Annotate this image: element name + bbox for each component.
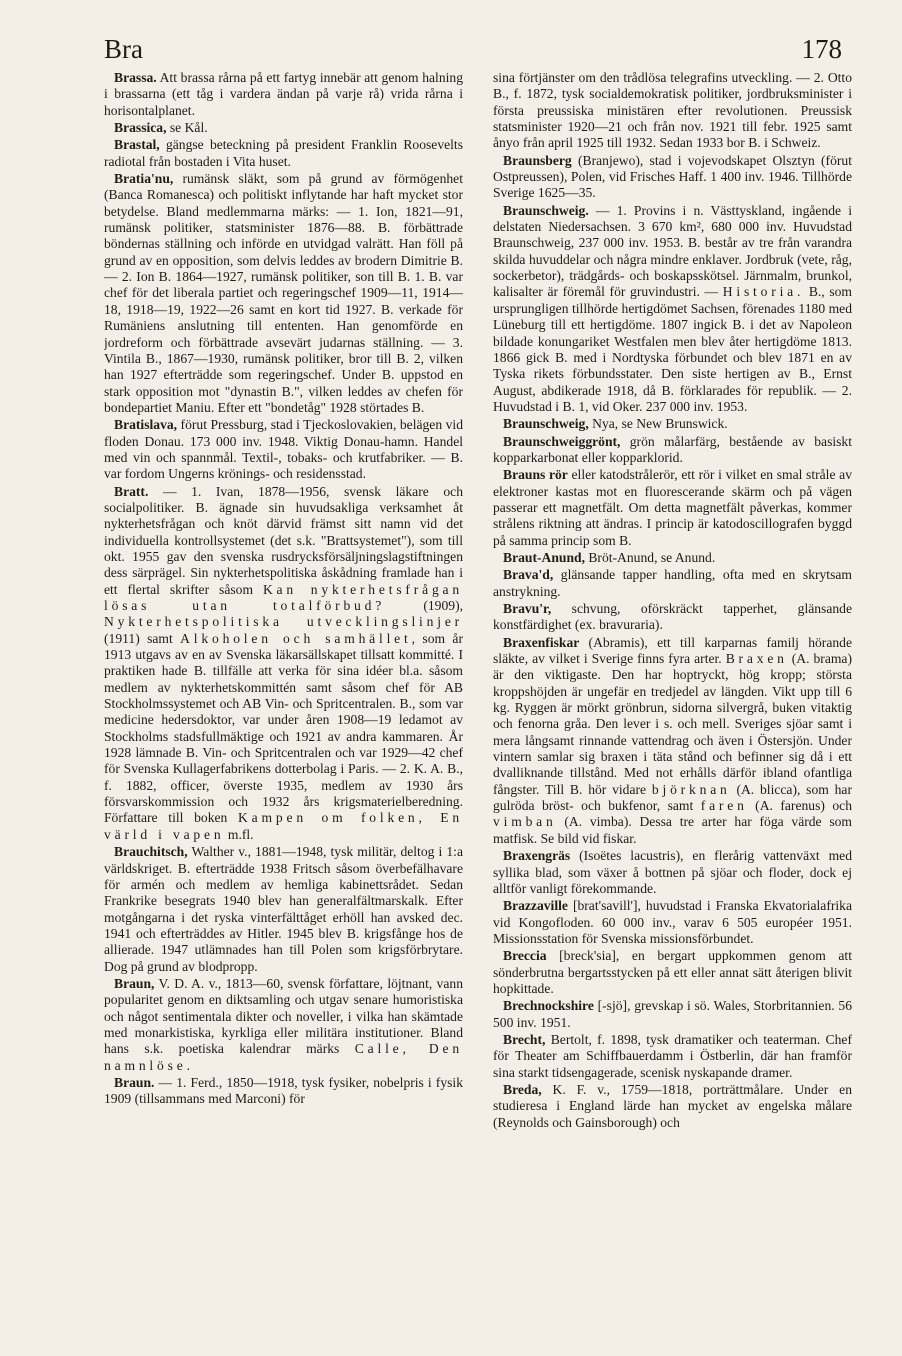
spaced-title: vimban — [493, 814, 557, 830]
entry-text: B., som ursprungligen tillhörde hertigdömet Sachsen, förenades 1180 med Lüneburg till ett hertigdöme. 1807 ingick B. i det av Napoleon bildade konungariket Westfalen men blev åter hertigdöme 1813. 1866 gick B. med i Nordtyska förbundet och blev 1871 en av Tyska rikets förbundsstater. Den siste hertigen av B., Ernst August, abdikerade 1918, då B. förklarades för republik. — 2. Huvudstad i B. 1, vid Oker. 237 000 inv. 1953. — [493, 284, 852, 414]
entry-headword: Braunsberg — [503, 152, 572, 168]
entry-text: , som år 1913 utgavs av en av Svenska läkarsällskapet tillsatt kommitté. I praktiken hade B. tillfälle att verka för sina idéer bl.a. såsom medlem av nykterhetskommittén samt såsom chef för AB Stockholmssystemet och AB Vin- och Spritcentralen. B., som var medicine hedersdoktor, var under åren 1908—19 ledamot av Stockholms stadsfullmäktige och 1921 av andra kammaren. År 1928 lämnade B. Vin- och Spritcentralen och var 1929—42 chef för Svenska Kullagerfabrikens dotterbolag i Paris. — 2. K. A. B., f. 1882, officer, överste 1935, medlem av 1930 års försvarskommission och 1932 års krigsmaterielberedning. Författare till boken — [104, 630, 463, 826]
spaced-title: björknan — [651, 781, 731, 797]
entry-headword: Braut-Anund, — [503, 549, 585, 565]
dictionary-entry — [493, 416, 852, 432]
entry-text: V. D. A. v., 1813—60, svensk författare, löjtnant, vann popularitet genom en diktsamling och utgav senare humoristiska och något sentimentala dikter och noveller, i vilka han skämtade med monarkistiska, kyrkliga eller militära institutioner. Bland hans s.k. poetiska kalendrar märks — [104, 975, 463, 1057]
entry-text: . — [186, 1057, 190, 1073]
entry-text: (1911) samt — [104, 630, 181, 646]
dictionary-entry — [104, 70, 463, 119]
entry-text: rumänsk släkt, som på grund av förmögenhet (Banca Romanesca) och politiskt inflytande har haft mycket stor betydelse. Bland medlemmarna märks: — 1. Ion, 1821—91, rumänsk politiker, statsminister 1876—88. B. förbättrade böndernas ställning och införde en utvidgad valrätt. Han föll på grund av en opposition, som delvis leddes av brodern Dimitrie B. — 2. Ion B. 1864—1927, rumänsk politiker, son till B. 1. B. var chef för det liberala partiet och regeringschef 1909—11, 1914—18, 1918—19, 1922—26 samt en kort tid 1927. B. verkade för Rumäniens anslutning till ententen. Han genomförde en jordreform och förbättrade avsevärt judarnas ställning. — 3. Vintila B., 1867—1930, rumänsk politiker, bror till B. 2, vilken han 1927 efterträdde som regeringschef. Under B. uppstod en stark opposition mot "dynastin B.", vilken leddes av chefen för bondepartiet Maniu. Efter ett "bondetåg" 1928 störtades B. — [104, 171, 463, 415]
dictionary-entry — [493, 898, 852, 947]
entry-text: — 1. Ivan, 1878—1956, svensk läkare och socialpolitiker. B. ägnade sin huvudsakliga verksamhet åt nykterhetsfrågan och knöt därvid främst sitt namn vid det individuella kontrollsystemet (det s.k. "Brattsystemet"), som till okt. 1955 gav den svenska rusdrycksförsäljningslagstiftningen dess särprägel. Sin nykterhetspolitiska åskådning framlade han i ett flertal skrifter såsom — [104, 483, 463, 597]
entry-text: eller katodstrålerör, ett rör i vilket en smal stråle av elektroner kastas mot en fluorescerande skärm och på vägen passerar ett magnetfält. Om detta magnetfält påverkas, kommer strålens riktning att ändras. I princip är katodoscillografen byggd på samma princip som B. — [493, 467, 852, 548]
left-column — [104, 70, 463, 1310]
dictionary-entry — [104, 171, 463, 416]
spaced-title: Historia. — [722, 284, 805, 300]
dictionary-entry — [493, 550, 852, 566]
entry-headword: Breccia — [503, 948, 547, 964]
entry-headword: Bratt. — [114, 483, 149, 499]
entry-text: grön målarfärg, bestående av basiskt kopparkarbonat eller kopparklorid. — [493, 433, 852, 465]
spaced-title: Nykterhetspolitiska utvecklingslinjer — [104, 614, 463, 630]
entry-text: (A. farenus) och — [747, 798, 852, 814]
entry-text: [-sjö], grevskap i sö. Wales, Storbritannien. 56 500 inv. 1951. — [493, 998, 852, 1030]
entry-text: (1909), — [385, 598, 463, 613]
entry-headword: Braxengräs — [503, 848, 571, 864]
entry-text: förut Pressburg, stad i Tjeckoslovakien, belägen vid floden Donau. 173 000 inv. 1948. Viktig Donau-hamn. Handel med vin och spannmål. Textil-, tobaks- och krutfabriker. — B. var fordom Ungerns krönings- och residensstad. — [104, 417, 463, 482]
head-word: Bra — [104, 34, 143, 64]
dictionary-entry — [493, 70, 852, 152]
dictionary-entry — [493, 948, 852, 997]
dictionary-entry — [493, 467, 852, 549]
spaced-title: Calle, Den namnlöse — [104, 1041, 463, 1073]
entry-text: — 1. Ferd., 1850—1918, tysk fysiker, nobelpris i fysik 1909 (tillsammans med Marconi) för — [104, 1074, 463, 1107]
spaced-title: Kampen om folken, En värld i vapen — [104, 810, 463, 842]
entry-text: Nya, se New Brunswick. — [588, 416, 728, 432]
entry-text: (Isoëtes lacustris), en flerårig vattenväxt med syllika blad, som växer å bottnen på sjöar och floder, dock ej alltför vanligt förekommande. — [493, 848, 852, 896]
entry-headword: Braxenfiskar — [503, 634, 580, 650]
dictionary-entry — [493, 203, 852, 415]
entry-headword: Braun, — [114, 975, 155, 991]
entry-text: sina förtjänster om den trådlösa telegrafins utveckling. — 2. Otto B., f. 1872, tysk socialdemokratisk politiker, jordbruksminister i första preussiska ministären efter revolutionen. Preussisk statsminister 1920—21 och från nov. 1921 till febr. 1925 samt ånyo från april 1925 till 1932. Sedan 1933 bor B. i Schweiz. — [493, 70, 852, 151]
dictionary-entry — [493, 848, 852, 897]
dictionary-entry — [104, 1075, 463, 1108]
dictionary-entry — [104, 844, 463, 975]
entry-headword: Bravu'r, — [503, 601, 552, 616]
entry-text: (Abramis), ett till karparnas familj hörande släkte, av vilket i Sverige finns fyra arter. — [493, 634, 852, 667]
entry-headword: Breda, — [503, 1081, 542, 1097]
entry-text: (Branjewo), stad i vojevodskapet Olsztyn (förut Ostpreussen), Polen, vid Frisches Haff. 1 400 inv. 1946. Tillhörde Sverige 1625—35. — [493, 152, 852, 201]
dictionary-entry — [493, 998, 852, 1031]
entry-headword: Brassica, — [114, 120, 167, 136]
dictionary-entry — [104, 417, 463, 482]
entry-headword: Brassa. — [114, 70, 157, 85]
entry-headword: Braunschweiggrönt, — [503, 433, 621, 449]
entry-text: Bertolt, f. 1898, tysk dramatiker och teaterman. Chef för Theater am Schiffbauerdamm i Östberlin, där han framför sina starkt tidsengagerade, scenisk nyskapande dramer. — [493, 1031, 852, 1080]
right-column — [493, 70, 852, 1310]
spaced-title: Alkoholen och samhället — [180, 630, 412, 646]
page-number: 178 — [801, 34, 842, 64]
dictionary-entry — [493, 601, 852, 634]
entry-text: — 1. Provins i n. Västtyskland, ingående i delstaten Niedersachsen. 3 670 km², 680 000 inv. Huvudstad Braunschweig, 237 000 inv. 1953. B. består av tre från varandra skilda huvuddelar och några mindre enklaver. Jordbruk (vete, råg, sockerbetor), trädgårds- och boskapsskötsel. Järnmalm, brunkol, kalisalter är föremål för gruvindustri. — — [493, 202, 852, 300]
dictionary-entry — [493, 1032, 852, 1081]
entry-text: Bröt-Anund, se Anund. — [584, 549, 716, 565]
entry-headword: Brazzaville — [503, 898, 568, 914]
entry-headword: Braunschweig. — [503, 202, 589, 218]
dictionary-entry — [104, 976, 463, 1074]
spaced-title: Braxen — [725, 651, 788, 667]
entry-headword: Brava'd, — [503, 567, 554, 583]
entry-headword: Brastal, — [114, 137, 160, 153]
entry-headword: Braun. — [114, 1074, 155, 1090]
entry-text: glänsande tapper handling, ofta med en skrytsam anstrykning. — [493, 567, 852, 599]
entry-headword: Braunschweig, — [503, 416, 589, 432]
dictionary-entry — [493, 1082, 852, 1131]
dictionary-entry — [493, 153, 852, 202]
entry-headword: Brecht, — [503, 1031, 546, 1047]
page-header — [104, 34, 842, 74]
article-columns — [104, 70, 852, 1310]
dictionary-entry — [104, 137, 463, 170]
spaced-title: faren — [700, 798, 748, 814]
entry-text: Walther v., 1881—1948, tysk militär, deltog i 1:a världskriget. B. efterträdde 1938 Fritsch såsom överbefälhavare för armén och medlem av hemliga kabinettsrådet. Sedan Frankrike besegrats 1940 blev han generalfältmarskalk. Efter motgångarna i det ryska vinterfälttåget erhöll han avsked dec. 1941 och efterträddes av Hitler. 1945 blev B. krigsfånge hos de allierade. 1947 utlämnades han till Polen som krigsförbrytare. Dog på grund av blodpropp. — [104, 844, 463, 974]
entry-text: [brat'savill'], huvudstad i Franska Ekvatorialafrika vid Kongofloden. 60 000 inv., varav 6 505 européer 1951. Missionsstation för Svenska missionsförbundet. — [493, 898, 852, 946]
entry-text: schvung, oförskräckt tapperhet, glänsande konstfärdighet (ex. bravuraria). — [493, 601, 852, 633]
entry-text: (A. blicca), som har gulröda bröst- och bukfenor, samt — [493, 781, 852, 814]
spaced-title: Kan nykterhetsfrågan lösas utan totalförbud? — [104, 581, 463, 613]
entry-text: K. F. v., 1759—1818, porträttmålare. Under en studieresa i England lärde han mycket av engelska målare (Reynolds och Gainsborough) och — [493, 1081, 852, 1130]
dictionary-entry — [493, 567, 852, 600]
dictionary-entry — [493, 635, 852, 847]
entry-text: m.fl. — [224, 826, 254, 842]
entry-headword: Bratia'nu, — [114, 171, 174, 187]
entry-text: gängse beteckning på president Franklin Roosevelts radiotal från bostaden i Vita huset. — [104, 137, 463, 169]
entry-headword: Bratislava, — [114, 417, 178, 433]
dictionary-entry — [493, 434, 852, 467]
entry-text: [breck'sia], en bergart uppkommen genom att sönderbrutna bergartsstycken på ett eller annat sätt återigen blivit hopkittade. — [493, 948, 852, 996]
entry-headword: Brauchitsch, — [114, 844, 188, 860]
entry-headword: Brechnockshire — [503, 998, 594, 1014]
entry-text: (A. brama) är den viktigaste. Den har hoptryckt, hög kropp; största kroppshöjden är ungefär en tredjedel av längden. Vikt upp till 6 kg. Ryggen är mörkt grönbrun, sidorna silvergrå, buken vitaktig och fenorna gråa. Den lever i s. och mell. Sveriges sjöar samt i mera långsamt rinnande vattendrag och även i Östersjön. Under vintern samlar sig braxen i täta stånd och befinner sig då i ett dvalliknande tillstånd. Med not erhålls därför ibland ofantliga fångster. Till B. hör vidare — [493, 651, 852, 797]
dictionary-entry — [104, 120, 463, 136]
entry-text: (A. vimba). Dessa tre arter har föga värde som matfisk. Se bild vid fiskar. — [493, 814, 852, 846]
entry-text: Att brassa rårna på ett fartyg innebär att genom halning i brassarna (ett tåg i vardera ändan på varje rå) vrida rårna i horisontalplanet. — [104, 70, 463, 118]
entry-headword: Brauns rör — [503, 467, 568, 483]
entry-text: se Kål. — [166, 120, 208, 136]
dictionary-entry — [104, 484, 463, 844]
